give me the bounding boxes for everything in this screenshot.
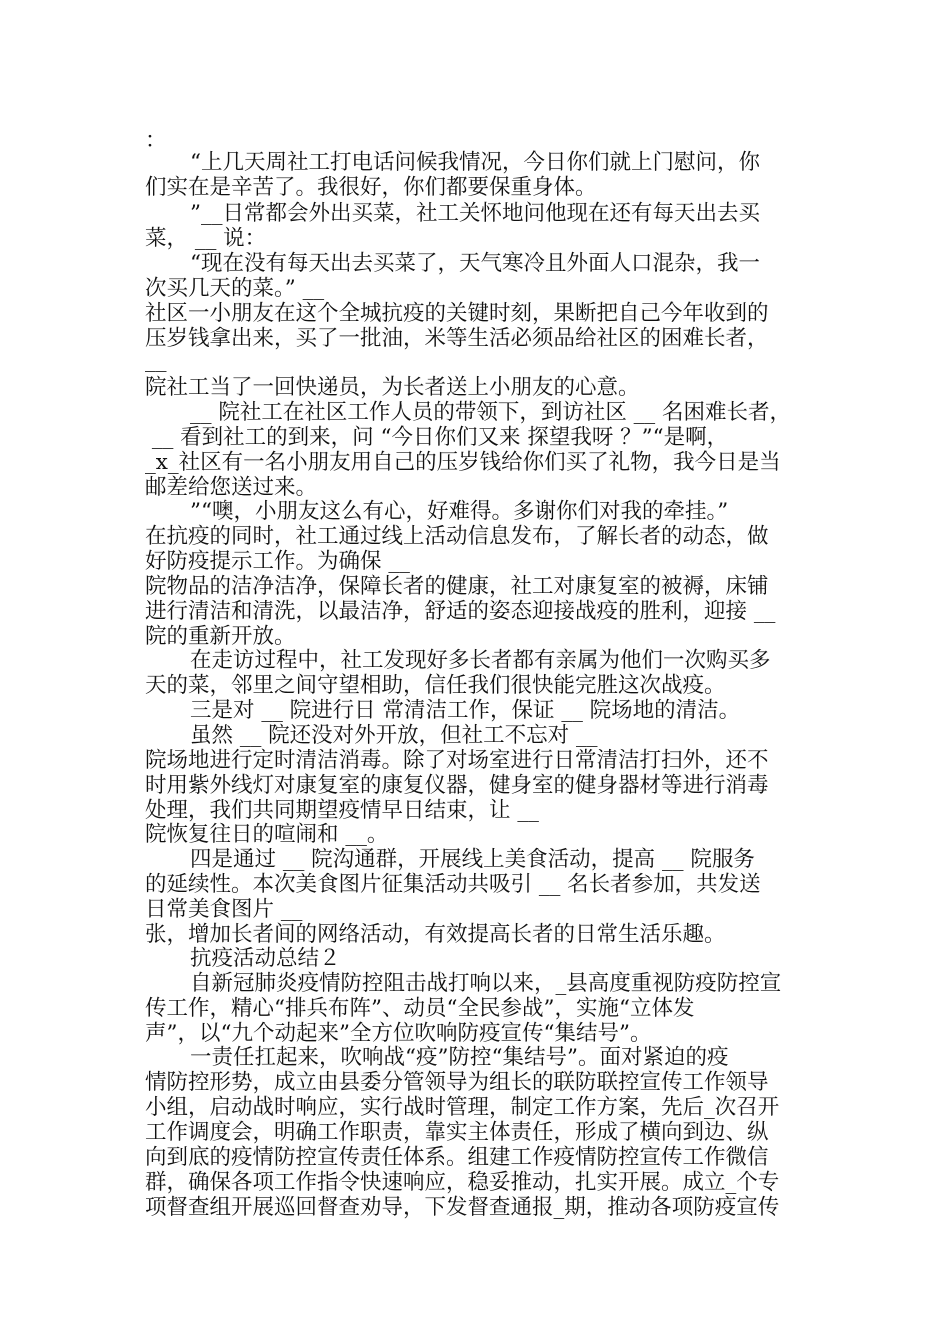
text-line: 处理，我们共同期望疫情早日结束，让 __: [145, 798, 539, 823]
text-line: 院社工当了一回快递员，为长者送上小朋友的心意。: [145, 375, 640, 400]
text-line: 院物品的洁净洁净，保障长者的健康，社工对康复室的被褥，床铺: [145, 574, 769, 599]
text-line: 张，增加长者间的网络活动，有效提高长者的日常生活乐趣。: [145, 922, 726, 947]
text-line: 社区一小朋友在这个全城抗疫的关键时刻，果断把自己今年收到的: [145, 301, 769, 326]
text-line: 三是对 __ 院进行日 常清洁工作，保证 __ 院场地的清洁。: [190, 698, 741, 723]
text-line: 们实在是辛苦了。我很好，你们都要保重身体。: [145, 175, 597, 200]
text-line: “上几天周社工打电话问候我情况，今日你们就上门慰问，你: [190, 150, 760, 175]
text-line: 的延续性。本次美食图片征集活动共吸引 __ 名长者参加，共发送: [145, 872, 761, 897]
text-line: 传工作，精心“排兵布阵”、动员“全民参战”，实施“立体发: [145, 996, 695, 1021]
text-line: 菜， __ 说：: [145, 226, 267, 251]
text-line: 虽然 __ 院还没对外开放，但社工不忘对 __: [190, 723, 598, 748]
text-line: 在抗疫的同时，社工通过线上活动信息发布，了解长者的动态，做: [145, 524, 769, 549]
text-line: 情防控形势，成立由县委分管领导为组长的联防联控宣传工作领导: [145, 1070, 769, 1095]
text-line: __ 看到社工的到来，问 “今日你们又来 探望我呀 ？”“是啊，: [145, 425, 729, 450]
text-line: 进行清洁和清洗，以最洁净，舒适的姿态迎接战疫的胜利，迎接 __: [145, 599, 776, 624]
text-line: 群，确保各项工作指令快速响应，稳妥推动，扎实开展。成立_个专: [145, 1170, 780, 1195]
section-heading: 抗疫活动总结２: [190, 946, 341, 971]
text-line: 四是通过 __ 院沟通群，开展线上美食活动，提高 __ 院服务: [190, 847, 755, 872]
text-line: 院恢复往日的喧闹和 __。: [145, 822, 389, 847]
text-line: ：: [145, 128, 167, 153]
text-line: 声”，以“九个动起来”全方位吹响防疫宣传“集结号”。: [145, 1021, 652, 1046]
text-line: 院的重新开放。: [145, 624, 296, 649]
text-line: 自新冠肺炎疫情防控阻击战打响以来，_县高度重视防疫防控宣: [190, 971, 782, 996]
text-line: 天的菜，邻里之间守望相助，信任我们很快能完胜这次战疫。: [145, 673, 726, 698]
text-line: 项督查组开展巡回督查劝导，下发督查通报_期，推动各项防疫宣传: [145, 1195, 780, 1220]
text-line: _x_社区有一名小朋友用自己的压岁钱给你们买了礼物，我今日是当: [145, 450, 781, 475]
text-line: “现在没有每天出去买菜了，天气寒冷且外面人口混杂，我一: [190, 251, 760, 276]
text-line: 在走访过程中，社工发现好多长者都有亲属为他们一次购买多: [190, 648, 771, 673]
text-line: 时用紫外线灯对康复室的康复仪器，健身室的健身器材等进行消毒: [145, 773, 769, 798]
text-line: ”“噢，小朋友这么有心，好难得。多谢你们对我的牵挂。”: [190, 499, 729, 524]
text-line: 次买几天的菜。” __: [145, 276, 325, 301]
text-line: 院场地进行定时清洁消毒。除了对场室进行日常清洁打扫外，还不: [145, 748, 769, 773]
text-line: 向到底的疫情防控宣传责任体系。组建工作疫情防控宣传工作微信: [145, 1145, 769, 1170]
text-line: 日常美食图片 __: [145, 897, 303, 922]
text-line: 好防疫提示工作。为确保 __: [145, 549, 410, 574]
text-line: __ 院社工在社区工作人员的带领下，到访社区 __ 名困难长者，: [190, 400, 792, 425]
text-line: 一责任扛起来，吹响战“疫”防控“集结号”。面对紧迫的疫: [190, 1045, 729, 1070]
text-line: 压岁钱拿出来，买了一批油，米等生活必须品给社区的困难长者，: [145, 326, 769, 351]
text-line: __: [145, 348, 167, 373]
text-line: ”__日常都会外出买菜，社工关怀地问他现在还有每天出去买: [190, 201, 760, 226]
text-line: 小组，启动战时响应，实行战时管理，制定工作方案，先后_次召开: [145, 1095, 780, 1120]
text-line: 邮差给您送过来。: [145, 475, 318, 500]
text-line: 工作调度会，明确工作职责，靠实主体责任，形成了横向到边、纵: [145, 1120, 769, 1145]
